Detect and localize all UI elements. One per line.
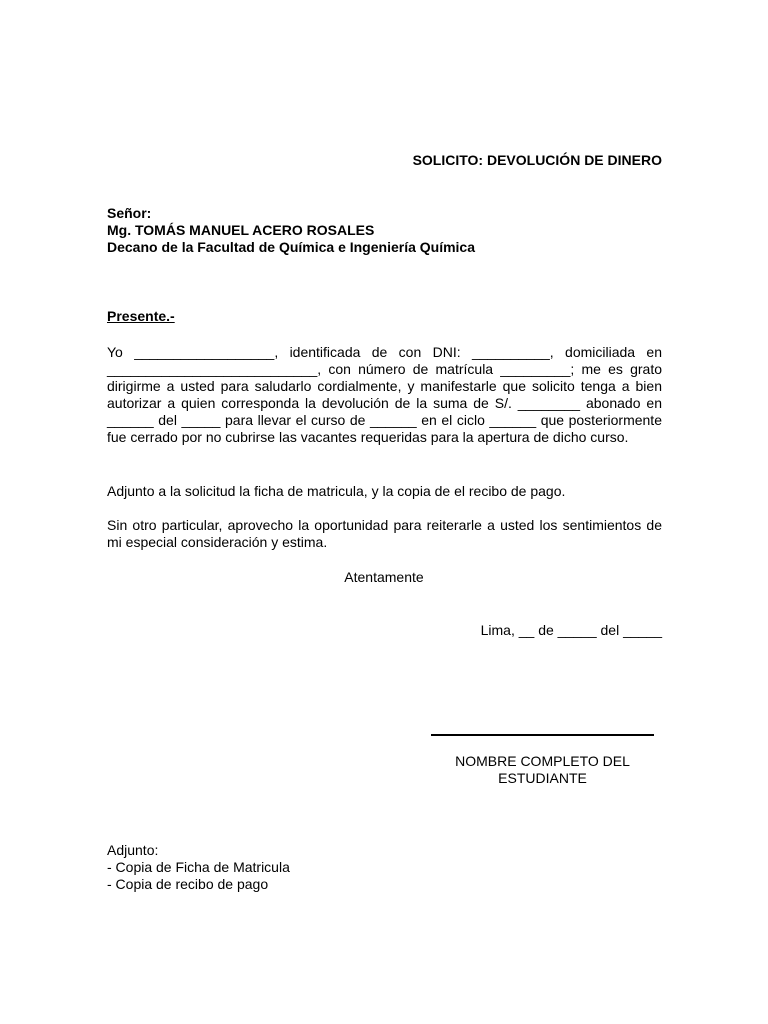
subject-line: SOLICITO: DEVOLUCIÓN DE DINERO <box>412 152 662 168</box>
closing-paragraph: Sin otro particular, aprovecho la oportunidad para reiterarle a usted los sentimientos de mi especial consideración y estima. <box>107 517 662 550</box>
signature-name-block <box>431 753 654 787</box>
attachment-item: - Copia de recibo de pago <box>107 876 269 892</box>
signature-name-line2: ESTUDIANTE <box>498 770 587 786</box>
attachment-item: - Copia de Ficha de Matricula <box>107 859 290 875</box>
request-paragraph: Yo __________________, identificada de con DNI: __________, domiciliada en ___________________________, con número de matrícula _________; me es grato dirigirme a usted para saludarlo cordialmente, y manifestarle que solicito tenga a bien autorizar a quien corresponda la devolución de la suma de S/. ________ abonado en ______ del _____ para llevar el curso de ______ en el ciclo ______ que posteriormente fue cerrado por no cubrirse las vacantes requeridas para la apertura de dicho curso. <box>107 344 662 445</box>
salutation: Señor: <box>107 205 152 221</box>
place-date: Lima, __ de _____ del _____ <box>480 622 662 638</box>
signature-line <box>431 734 654 736</box>
attachments-list <box>107 842 290 893</box>
attachments-heading: Adjunto: <box>107 842 159 858</box>
signature-name-line1: NOMBRE COMPLETO DEL <box>455 753 630 769</box>
presente-heading: Presente.- <box>107 308 175 324</box>
addressee-block <box>107 205 475 256</box>
attachment-note-paragraph: Adjunto a la solicitud la ficha de matricula, y la copia de el recibo de pago. <box>107 483 566 499</box>
addressee-position: Decano de la Facultad de Química e Ingeniería Química <box>107 239 476 255</box>
addressee-name: Mg. TOMÁS MANUEL ACERO ROSALES <box>107 222 375 238</box>
sign-off: Atentamente <box>344 569 424 585</box>
